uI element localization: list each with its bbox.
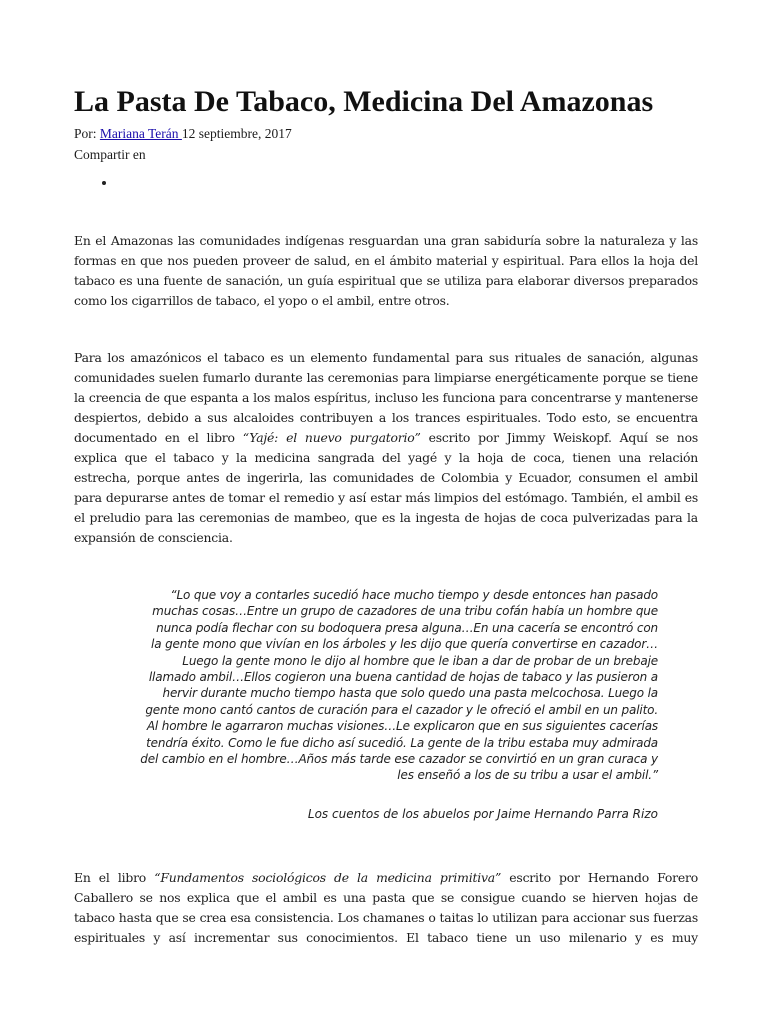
quote-citation: Los cuentos de los abuelos por Jaime Hernando Parra Rizo [307, 807, 658, 821]
share-label: Compartir en [74, 147, 146, 162]
paragraph-tobacco-rituals [74, 348, 698, 548]
paragraph-line: explica que el tabaco y la medicina sangrada del yagé y la hoja de coca, tienen una relación [74, 450, 698, 465]
paragraph-line: espirituales y así incrementar sus conocimientos. El tabaco tiene un uso milenario y es muy [74, 930, 698, 945]
quote-line: les enseñó a los de su tribu a usar el ambil.” [397, 768, 658, 783]
article-title: La Pasta De Tabaco, Medicina Del Amazonas [74, 85, 654, 118]
paragraph-line [74, 428, 698, 448]
quote-line: gente mono cantó cantos de curación para el cazador y le ofreció el ambil en un palito. [145, 702, 658, 717]
paragraph-line: Para los amazónicos el tabaco es un elemento fundamental para sus rituales de sanación, algunas [74, 350, 698, 365]
paragraph-line: el preludio para las ceremonias de mambeo, que es la ingesta de hojas de coca pulverizadas para la [74, 510, 698, 525]
paragraph-line: comunidades suelen fumarlo durante las ceremonias para limpiarse energéticamente porque se tiene [74, 370, 698, 385]
paragraph-line: Caballero se nos explica que el ambil es una pasta que se consigue cuando se hierven hojas de [74, 890, 698, 905]
paragraph-line: estrecha, porque antes de ingerirla, las comunidades de Colombia y Ecuador, consumen el ambil [74, 470, 698, 485]
quote-line: la gente mono que vivían en los árboles y les dijo que quería convertirse en cazador… [151, 637, 658, 652]
text-segment: escrito por Jimmy Weiskopf. Aquí se nos [420, 430, 698, 445]
quote-line: Luego la gente mono le dijo al hombre que le iban a dar de probar de un brebaje [182, 653, 658, 668]
paragraph-line: tabaco hasta que se crea esa consistencia. Los chamanes o taitas lo utilizan para accionar sus fuerzas [74, 910, 698, 925]
paragraph-ambil-definition [74, 868, 698, 948]
author-link[interactable]: Mariana Terán [99, 126, 182, 141]
blockquote [114, 587, 658, 784]
paragraph-line: despiertos, debido a sus alcaloides contribuyen a los trances espirituales. Todo esto, se encuentra [74, 410, 698, 425]
quote-line: llamado ambil…Ellos cogieron una buena cantidad de hojas de tabaco y las pusieron a [148, 670, 658, 685]
quote-line: Al hombre le agarraron muchas visiones…Le explicaron que en sus siguientes cacerías [146, 719, 658, 734]
quote-line: nunca podía flechar con su bodoquera presa alguna…En una cacería se encontró con [156, 620, 658, 635]
paragraph-line: para depurarse antes de tomar el remedio y así estar más limpios del estómago. También, el ambil es [74, 490, 698, 505]
text-segment: En el libro [74, 870, 155, 885]
quote-line: muchas cosas…Entre un grupo de cazadores de una tribu cofán había un hombre que [152, 604, 658, 619]
by-label: Por: [74, 126, 100, 141]
quote-line: “Lo que voy a contarles sucedió hace mucho tiempo y desde entonces han pasado [170, 588, 658, 602]
quote-line: tendría éxito. Como le fue dicho así sucedió. La gente de la tribu estaba muy admirada [146, 735, 658, 750]
paragraph-line: expansión de consciencia. [74, 530, 233, 545]
paragraph-line [74, 868, 698, 888]
paragraph-line: tabaco es una fuente de sanación, un guía espiritual que se utiliza para elaborar diversos preparados [74, 273, 698, 288]
text-segment: documentado en el libro [74, 430, 243, 445]
paragraph-line: formas en que nos pueden proveer de salud, en el ámbito material y espiritual. Para ellos la hoja del [74, 253, 698, 268]
text-segment: escrito por Hernando Forero [501, 870, 698, 885]
share-list-bullet [102, 181, 106, 185]
byline [74, 124, 292, 144]
quote-line: del cambio en el hombre…Años más tarde ese cazador se convirtió en un gran curaca y [140, 752, 658, 767]
book-title: “Fundamentos sociológicos de la medicina primitiva” [154, 870, 502, 885]
paragraph-line: la creencia de que espanta a los malos espíritus, incluso les funciona para concentrarse y mantenerse [74, 390, 698, 405]
paragraph-line: En el Amazonas las comunidades indígenas resguardan una gran sabiduría sobre la naturaleza y las [74, 233, 698, 248]
quote-line: hervir durante mucho tiempo hasta que solo quedo una pasta melcochosa. Luego la [162, 686, 658, 701]
book-title: “Yajé: el nuevo purgatorio” [242, 430, 421, 445]
publish-date: 12 septiembre, 2017 [181, 126, 292, 141]
paragraph-line: como los cigarrillos de tabaco, el yopo o el ambil, entre otros. [74, 293, 450, 308]
paragraph-intro [74, 231, 698, 311]
